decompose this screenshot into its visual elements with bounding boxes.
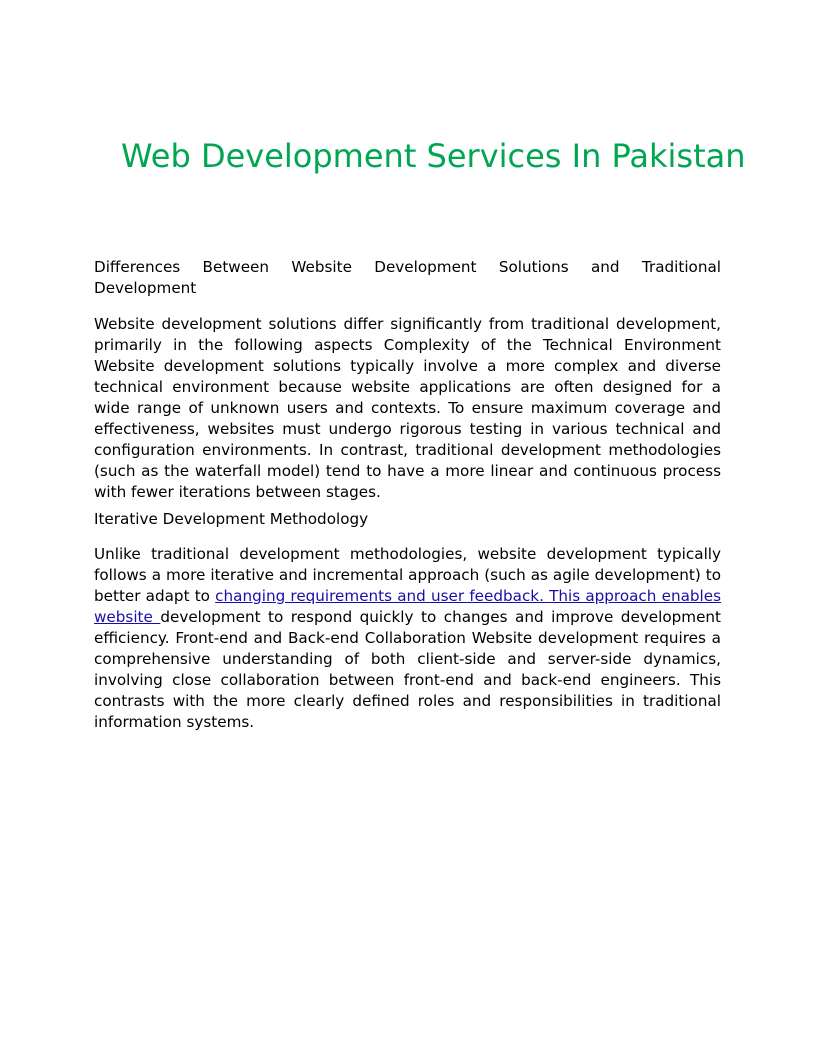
- paragraph-iterative-text-end: development to respond quickly to changes and improve development efficiency. Front-end and Back-end Collaboration Website development requires a comprehensive understanding of both client-side and server-side dynamics, involving close collaboration between front-end and back-end engineers. This contrasts with the more clearly defined roles and responsibilities in traditional information systems.: [94, 608, 721, 731]
- paragraph-iterative-text-start: Unlike traditional development methodologies, website development typically follows a more iterative and incremental approach (such as agile development) to better adapt to: [94, 545, 721, 605]
- section-heading-iterative: Iterative Development Methodology: [94, 510, 369, 528]
- changing-requirements-link[interactable]: changing requirements and user feedback. This approach enables website: [94, 587, 722, 626]
- page-title: Web Development Services In Pakistan: [121, 137, 746, 175]
- paragraph-differences: Website development solutions differ significantly from traditional development, primarily in the following aspects Complexity of the Technical Environment Website development solutions typically involve a more complex and diverse technical environment because website applications are often designed for a wide range of unknown users and contexts. To ensure maximum coverage and effectiveness, websites must undergo rigorous testing in various technical and configuration environments. In contrast, traditional development methodologies (such as the waterfall model) tend to have a more linear and continuous process with fewer iterations between stages.: [94, 315, 721, 501]
- paragraph-iterative: [94, 544, 721, 733]
- document-body: [94, 257, 721, 733]
- section-heading-differences: Differences Between Website Development Solutions and Traditional Development: [94, 258, 721, 297]
